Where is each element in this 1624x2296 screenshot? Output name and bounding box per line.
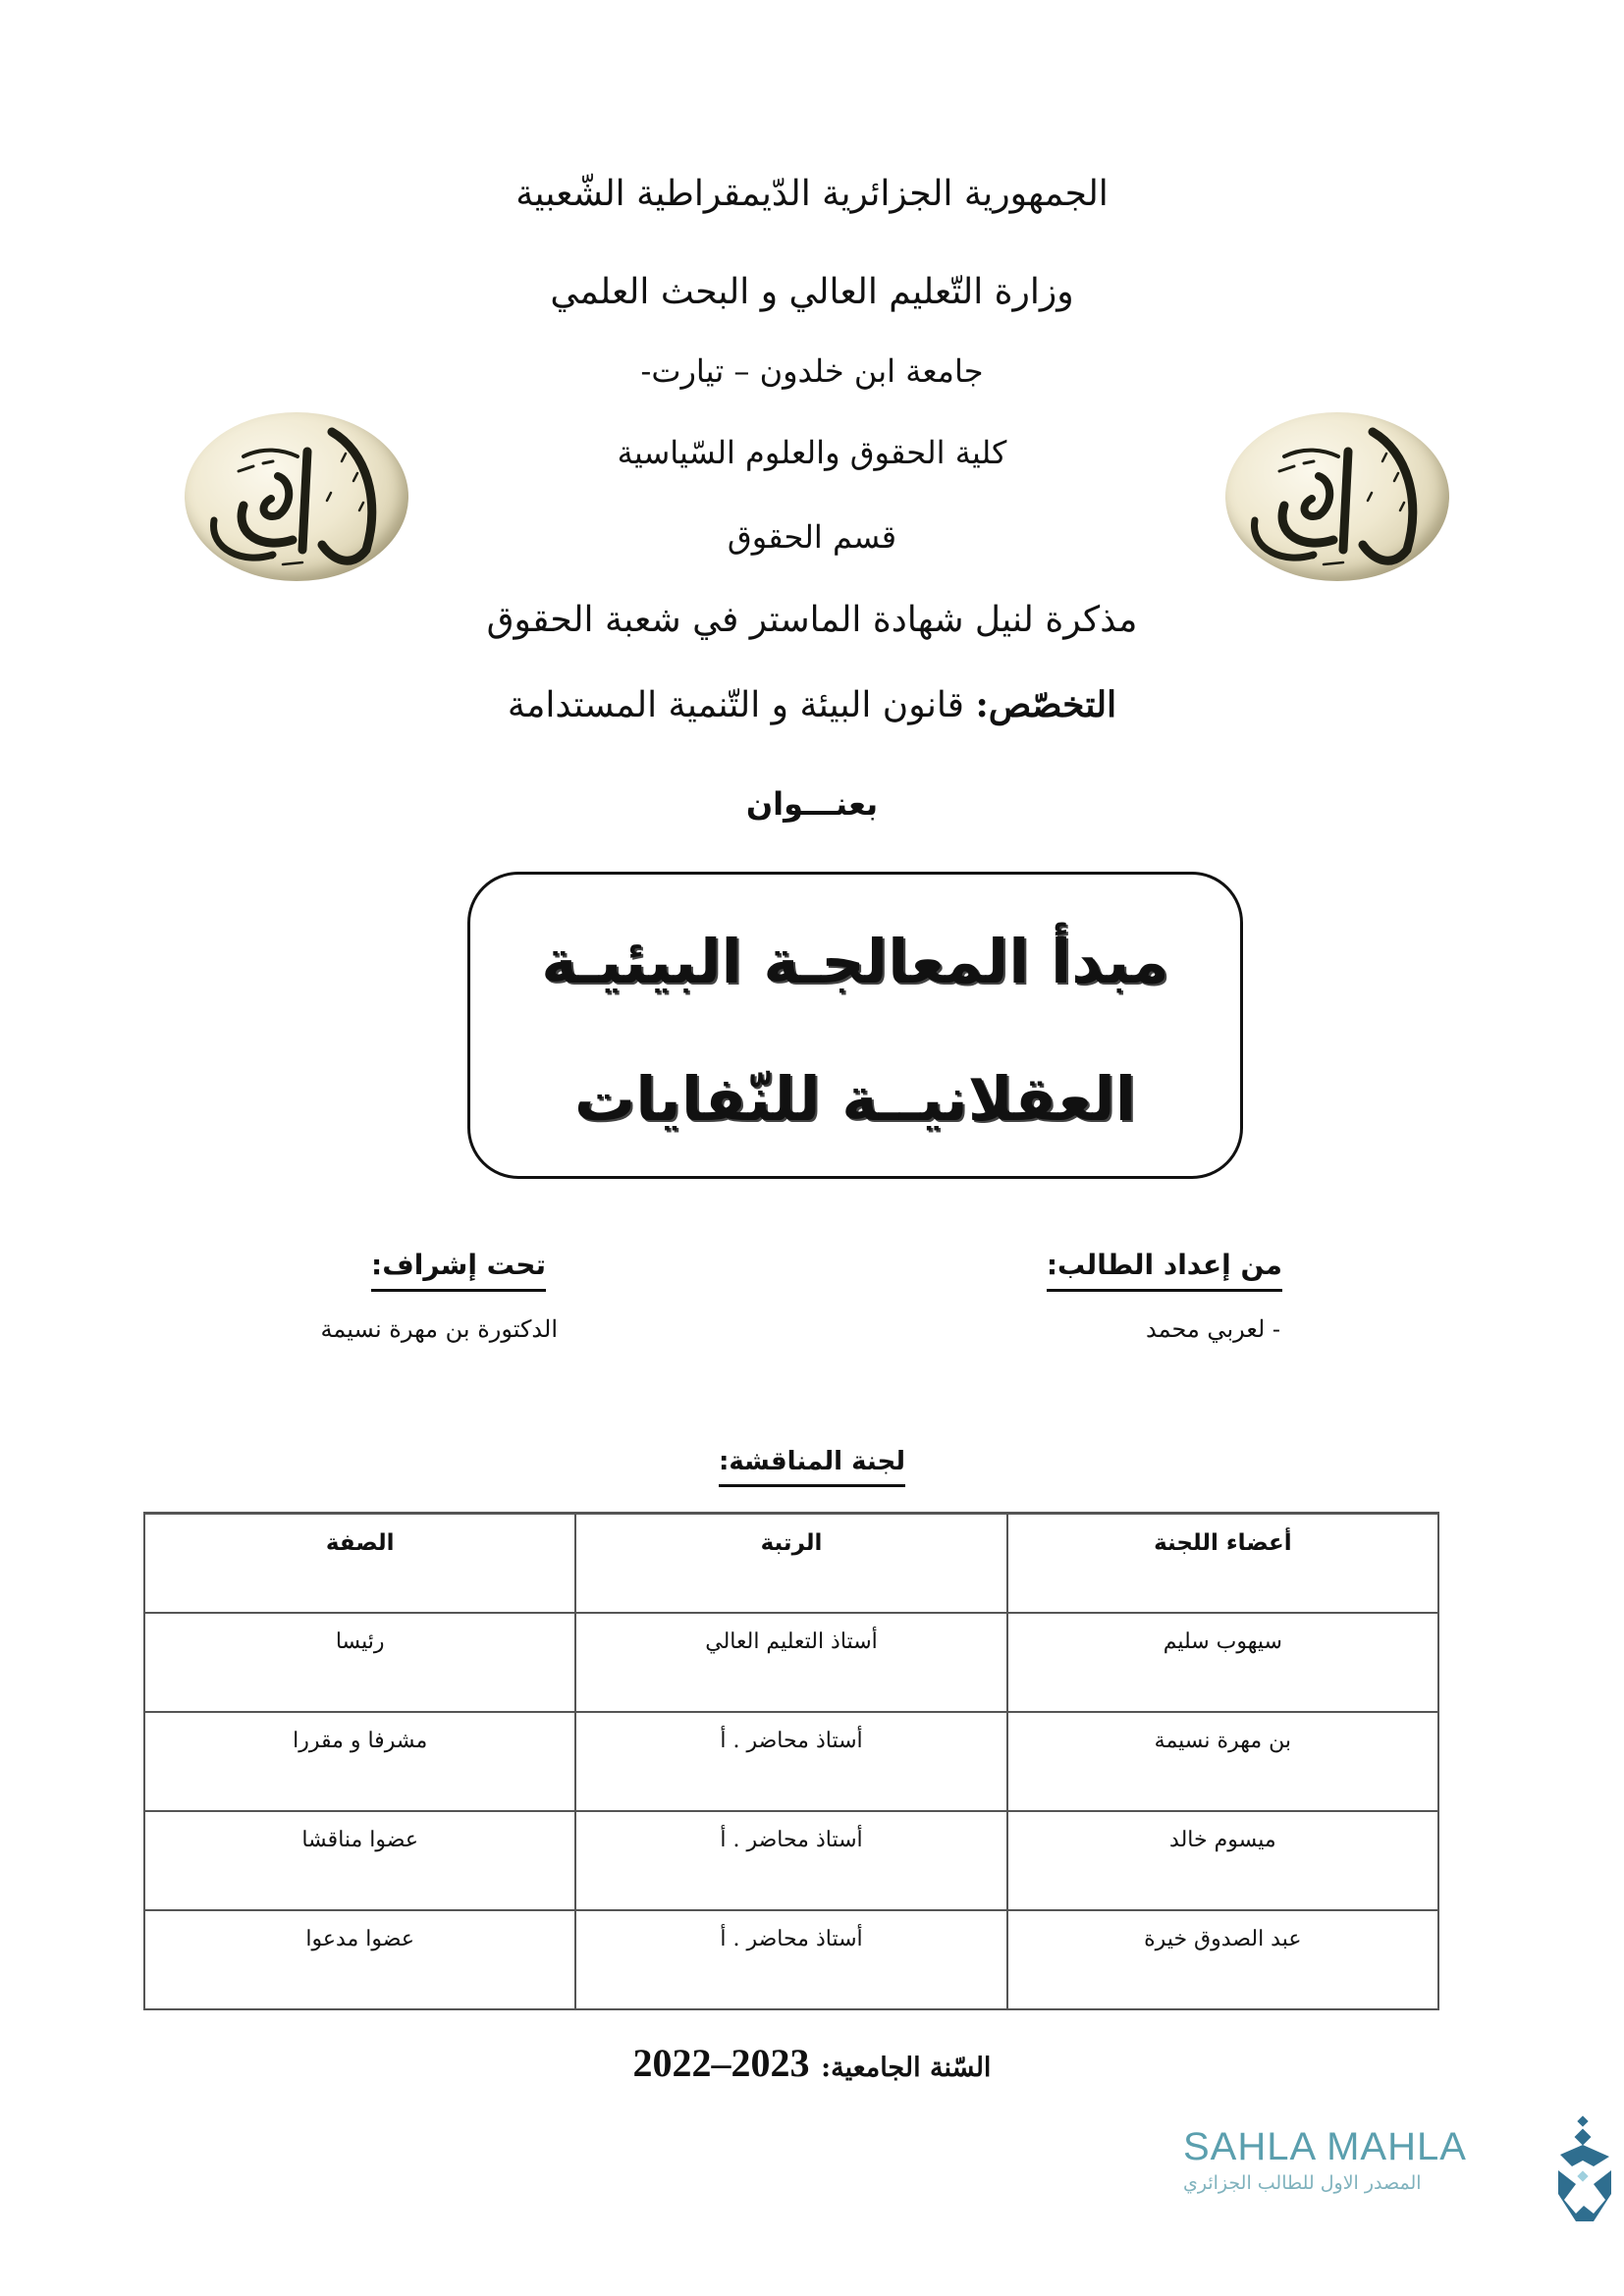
header-role: الصفة [144,1514,575,1613]
member-name: عبد الصدوق خيرة [1007,1910,1438,2009]
sahla-mahla-logo-icon [1554,2115,1615,2223]
member-rank: أستاذ محاضر . أ [575,1811,1006,1910]
department-name: قسم الحقوق [727,518,897,556]
academic-year-value: 2022–2023 [632,2041,810,2085]
member-role: عضوا مدعوا [144,1910,575,2009]
academic-year-label: السّنة الجامعية: [821,2053,992,2083]
student-label: من إعداد الطالب: [1047,1249,1282,1292]
specialty-value: قانون البيئة و التّنمية المستدامة [507,685,965,725]
watermark-brand: SAHLA MAHLA [1183,2125,1467,2168]
table-row [144,1811,1438,1910]
university-logo-left [185,412,408,581]
table-row [144,1910,1438,2009]
thesis-type: مذكرة لنيل شهادة الماستر في شعبة الحقوق [486,600,1138,640]
supervisor-name: الدكتورة بن مهرة نسيمة [320,1315,558,1343]
table-row [144,1712,1438,1811]
ministry-heading: وزارة التّعليم العالي و البحث العلمي [550,272,1074,312]
header-members: أعضاء اللجنة [1007,1514,1438,1613]
student-name: - لعربي محمد [1145,1315,1280,1343]
member-role: رئيسا [144,1613,575,1712]
calligraphy-emblem-icon [185,412,408,581]
member-rank: أستاذ التعليم العالي [575,1613,1006,1712]
member-rank: أستاذ محاضر . أ [575,1712,1006,1811]
member-role: مشرفا و مقررا [144,1712,575,1811]
faculty-name: كلية الحقوق والعلوم السّياسية [617,434,1007,471]
member-rank: أستاذ محاضر . أ [575,1910,1006,2009]
specialty-label: التخصّص: [975,684,1117,725]
member-name: ميسوم خالد [1007,1811,1438,1910]
thesis-title-line-1: مبدأ المعالجـة البيئيـة [541,926,1169,997]
university-name: جامعة ابن خلدون – تيارت- [640,352,984,390]
republic-heading: الجمهورية الجزائرية الدّيمقراطية الشّعبية [515,174,1109,214]
table-row [144,1613,1438,1712]
committee-table [143,1512,1439,2010]
member-role: عضوا مناقشا [144,1811,575,1910]
member-name: سيهوب سليم [1007,1613,1438,1712]
calligraphy-emblem-icon [1225,412,1449,581]
member-name: بن مهرة نسيمة [1007,1712,1438,1811]
title-intro: بعنـــوان [745,785,879,823]
academic-year [0,2040,1624,2086]
sahla-mahla-watermark [1173,2115,1615,2223]
specialty-line [0,677,1624,733]
thesis-title-line-2: العقلانيــة للنّفايات [573,1063,1137,1135]
supervisor-label: تحت إشراف: [371,1249,546,1292]
thesis-title-box [467,872,1243,1179]
committee-title: لجنة المناقشة: [719,1447,905,1487]
header-rank: الرتبة [575,1514,1006,1613]
watermark-tagline: المصدر الاول للطالب الجزائري [1183,2172,1422,2194]
table-header-row [144,1514,1438,1613]
university-logo-right [1225,412,1449,581]
committee-title-wrap [0,1447,1624,1487]
